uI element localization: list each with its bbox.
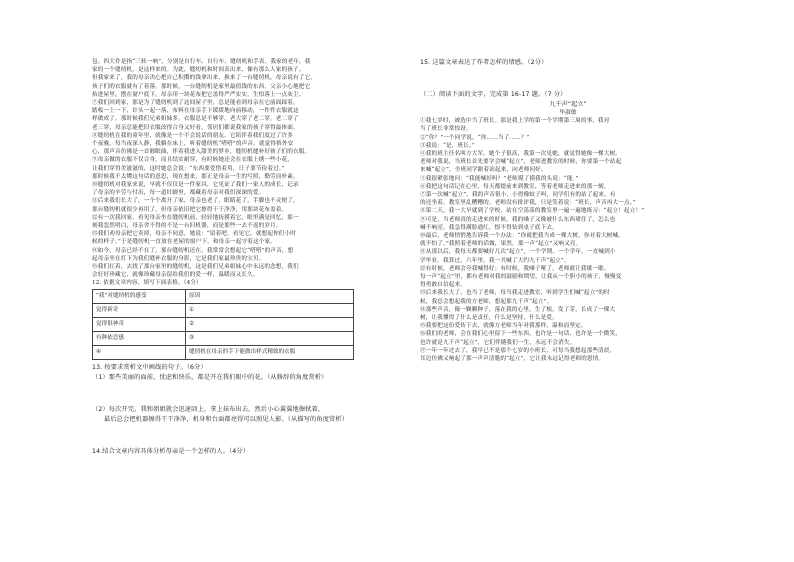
table-row [93,317,354,331]
text-line: ⑰一年一年过去了，我早已不是那个七岁的小班长，可每当我想起那些清晨， [420,347,616,354]
text-line: 学毕业。我算过，六年里，我一共喊了大约九千声“起立”。 [420,257,570,264]
text-line: ⑮我们扛着，去找了那台家里的缝纫机，这是我们兄弟姐妹心中永远的念想，我们 [92,264,299,271]
text-line: 抬进屋里，摆在窗户底下，母亲用一块花布把它盖得严严实实，生怕落上一点灰尘。 [92,91,305,98]
text-line: 的还坐着，教室里乱糟糟的。老师没有批评我，只是笑着说：“班长，声音再大一点。” [420,200,636,207]
question-15: 15. 这篇文章表达了作者怎样的情感。（2分） [420,59,548,66]
text-line: 起母亲坐在灯下为我们缝补衣服的身影，它是我们家最珍贵的宝贝。 [92,255,265,262]
table-cell: ① [186,303,354,317]
text-line: 候，我总会想起我的方老师，想起那九千声“起立”。 [420,298,553,305]
text-line: ⑤我很紧张地问：“我能喊好吗？”老师摸了摸我的头说：“能。” [420,175,579,182]
text-line: ⑦第一次喊“起立”，我的声音很小，小得像蚊子叫，同学们有的站了起来，有 [420,192,616,199]
text-line: ⑥我把这句话记在心里，每天都提前来到教室，等着老师走进来的那一刻。 [420,183,610,190]
question-14: 14.结合文章内容具体分析母亲是一个怎样的人。（4分） [92,447,250,455]
table-cell: 觉得新奇 [93,303,186,317]
text-line: 老三穿，母亲总能把旧衣服改得合身又好看，邻居们都说我家的孩子穿得最体面。 [92,124,299,131]
table-cell: ③ [186,331,354,345]
text-line: 但我家来了，我的母亲决心把自己积攒的钱拿出来，换来了一台缝纫机，母亲说有了它， [92,75,317,82]
text-line: 来喊“起立”，全班同学跟着站起来，向老师问好。 [420,167,547,174]
text-line: ⑨可是，当老师真的走进来的时候，我的嗓子又像被什么东西堵住了，怎么也 [420,216,616,223]
text-line: 让我们穿得美滋滋的，这时她总会说：“东西要爱惜着用，日子要节俭着过。” [92,165,285,172]
text-line: ⑯我们的老师，会在我们心里留下一些东西，也许是一句话，也许是一个微笑， [420,331,622,338]
text-line: ⑩缝纫机对我家来说，早就不仅仅是一件家具，它见证了我们一家人的成长，记录 [92,182,299,189]
table-cell: ② [186,317,354,331]
text-line: 那台缝纫机就很少再用了，但母亲依旧把它擦得干干净净，用那块花布盖着。 [92,206,288,213]
question-13-part-2-cont: 最后总会把机器擦得干干净净，机身和台面都亮得可以照见人影。（从描写的角度赏析） [104,415,349,423]
text-line: ⑪从那以后，我每天都要喊好几次“起立”，一个学期，一个学年，一直喊到小 [420,249,616,256]
text-line: 喊不响亮。我急得满脸通红，恨不得钻到桌子底下去。 [420,224,558,231]
table-header-feeling: “我”对缝纫机的感受 [93,289,186,303]
text-line: 就不怕了。”我照着老师的话做，果然，那一声“起立”又响又亮。 [420,241,582,248]
text-line: 心，那声音仿佛是一首催眠曲，伴着我进入甜美的梦乡，缝纫机缝补好孩子们的衣服。 [92,149,311,156]
text-line: ①我七岁时，被选中当了班长。那是我上学的第一个学期第三周的事，我对 [420,118,610,125]
table-header-reason: 原因 [186,289,354,303]
text-line: 候的样子。”于是缝纫机一直放在老屋的窗户下，和母亲一起守着这个家。 [92,239,277,246]
story-author: 毕淑敏 [559,110,577,116]
text-line: ⑫有一次我回家，看见母亲坐在缝纫机前，轻轻地抚摸着它，眼里满是回忆，那一 [92,214,299,221]
text-line: 刻我忽然明白，母亲舍不得的不是一台旧机器，而是那些一去不返的岁月。 [92,223,282,230]
text-line: ④我的班主任名叫方大军。她个子很高，我第一次见她，就觉得她像一棵大树。 [420,151,622,158]
text-line: ⑦我们回到家，那是为了缝纫机到了这间屋子里，总是能看到母亲在它前面踩着， [92,100,299,107]
text-line: ②“你？”一个同学说，“你……当了……？” [420,134,530,141]
table-header-row [93,289,354,303]
text-line: ⑬后来我长大了，也当了老师，每当我走进教室，听到学生们喊“起立”的时 [420,290,610,297]
question-13: 13. 按要求赏析文中画线的句子。（6分） [92,363,207,371]
text-line: ⑫有时候，老师会夸我喊得好；有时候，我嗓子哑了，老师就让我歇一歇。 [420,265,610,272]
text-line: 样做成了。那时候我们兄弟姐妹多，衣服总是不够穿，老大穿了老二穿，老二穿了 [92,116,299,123]
question-13-part-1: （1）那些美丽的面前，忧虑和快乐，都是开在我们眼中的花。（从修辞的角度赏析） [92,373,328,381]
reading-passage-right [420,117,716,363]
text-line: 得勇敢自信起来。 [420,282,466,289]
text-line: 树，让我懂得了什么是责任，什么是坚持，什么是爱。 [420,315,558,322]
text-line: 孩子们的衣服就有了着落。那时候，一台缝纫机是家里最值钱的东西，父亲小心地把它 [92,83,311,90]
text-line: 踏板一上一下，针头一起一落，布料在母亲手下缓缓地向前移动，一件件衣服就这 [92,108,299,115]
text-line: ⑧第二天，我一大早就到了学校，站在空荡荡的教室里一遍一遍地练习：“起立！起立！” [420,208,645,215]
answer-table [92,289,354,360]
text-line: 也许就是九千声“起立”，它们伴随我们一生，永远不会消失。 [420,339,576,346]
text-line: ③我说：“是，班长。” [420,142,475,149]
text-line: 12. 依据文章内容，填写下面表格。（4分） [92,280,202,287]
question-13-part-2: （2）每次开完，我和姐姐就会迅速回上，拿上抹布出去，然后小心翼翼地擦拭着， [92,405,325,413]
table-cell: 缝纫机在母亲的手下能做出样式精致的衣服 [186,345,354,359]
text-line: 包。四大件是指“三转一响”，分别是自行车、自行车、缝纫机和手表。我家的老年，我 [92,59,311,65]
text-line: ⑮我要把这份爱传下去，就像方老师当年对我那样，温和而坚定。 [420,323,587,330]
text-line: 老师对我说，当班长首先要学会喊“起立”，老师进教室的时候，你要第一个站起 [420,159,622,166]
text-line: 个夜晚。每当夜深人静，我躺在床上，听着缝纫机“嗒嗒”的声音，就觉得格外安 [92,141,294,148]
reading-passage-left [92,58,392,288]
text-line: ⑧缝纫机在我的童年里，就像是一个不会说话的朋友，它陪伴着我们度过了许多 [92,132,294,139]
left-column [92,58,392,457]
text-line: ⑪后来我们长大了，一个个离开了家，母亲也老了，眼睛花了，手脚也不灵便了， [92,198,299,205]
text-line: ⑭如今，母亲已经不在了，那台缝纫机还在，我常常会想起它“嗒嗒”的声音，想 [92,247,294,254]
text-line: 会好好珍藏它，就像珍藏母亲留给我们的爱一样，温暖而又长久。 [92,272,259,279]
section-2-heading: （二）阅读下面的文字，完成第 16-17 题。（7 分） [420,91,567,98]
table-cell: 觉得很神奇 [93,317,186,331]
text-line: 每一声“起立”里，都有老师对我的鼓励和期望，让我从一个胆小的孩子，慢慢变 [420,274,622,281]
table-cell: 有种依恋感 [93,331,186,345]
text-line: ⑨母亲做的衣服不仅合身，而且结实耐穿，有时候她还会在衣服上绣一些小花， [92,157,294,164]
story-title: 九千声“起立” [549,101,587,108]
table-row [93,303,354,317]
right-column [420,58,716,363]
text-line: ⑭那些声音，像一颗颗种子，落在我的心里，生了根，发了芽，长成了一棵大 [420,306,616,313]
text-line: 了母亲的辛劳与付出，每一道针脚里，都藏着母亲对我们深深的爱。 [92,190,265,197]
table-cell: ④ [93,345,186,359]
table-row [93,345,354,359]
text-line: 那时候我不太懂这句话的意思，现在想来，那正是母亲一生的写照，勤劳而朴素。 [92,173,299,180]
text-line: 耳边仿佛又响起了那一声声清脆的“起立”，它让我永远记得老师的恩情。 [420,356,605,363]
text-line: ⑬我们劝母亲把它卖掉，母亲不同意，她说：“留着吧，看见它，就想起你们小时 [92,231,297,238]
text-line: 家的一个缝纫机，是这样来的。为此，缝纫机和时间表出来，像有那么人家的孩子。 [92,67,305,74]
text-line: 当了班长非常惊讶。 [420,126,472,133]
text-line: ⑩最后，老师悄悄地告诉我一个办法：“你就把我当成一棵大树，你对着大树喊， [420,233,625,240]
table-row [93,331,354,345]
